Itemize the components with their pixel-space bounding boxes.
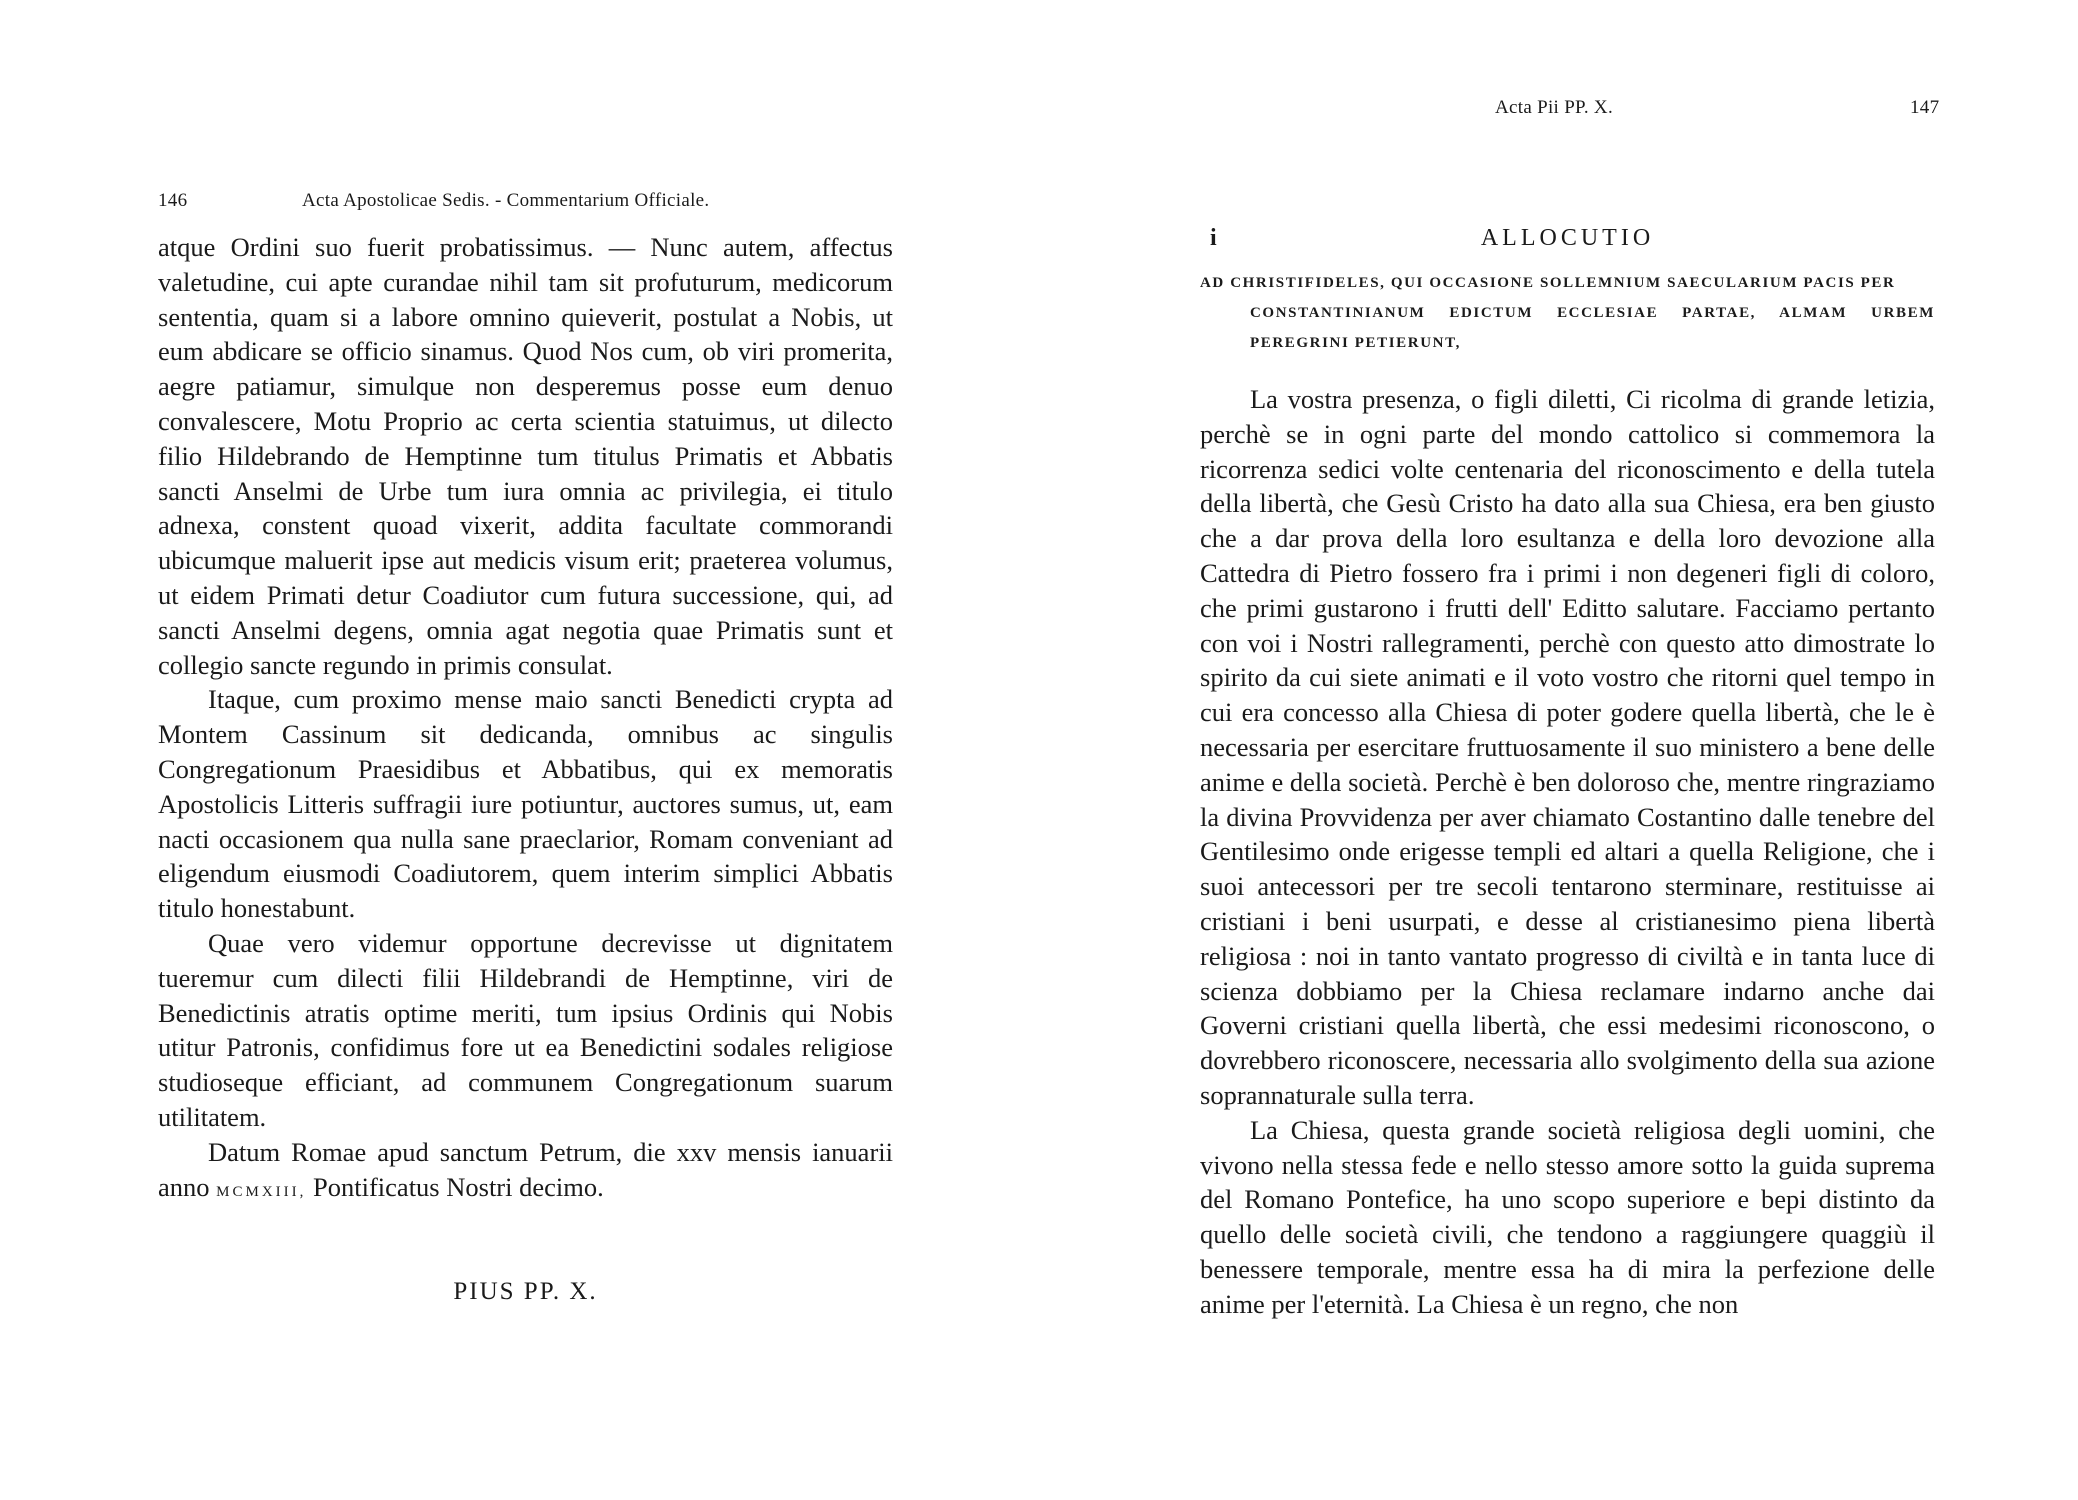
paragraph: Quae vero videmur opportune decrevisse ut dignitatem tueremur cum dilecti filii Hildebrandi de Hemptinne, viri de Benedictinis atratis optime meriti, tum ipsius Ordinis qui Nobis utitur Patronis, confidimus fore ut ea Benedictini sodales religiose studioseque efficiant, ad communem Congregationum suarum utilitatem. [158, 927, 893, 1132]
dating-text-end: Pontificatus Nostri decimo. [306, 1171, 604, 1202]
left-page-body [158, 230, 893, 1209]
paragraph: atque Ordini suo fuerit probatissimus. — Nunc autem, affectus valetudine, cui apte curandae nihil tam sit profuturum, medicorum sententia, quam si a labore omnino quieverit, postulat a Nobis, ut eum abdicare se officio sinamus. Quod Nos cum, ob viri promerita, aegre patiamur, simulque non desperemus posse eum denuo convalescere, Motu Proprio ac certa scientia statuimus, ut dilecto filio Hildebrando de Hemptinne tum titulus Primatis et Abbatis sancti Anselmi de Urbe tum iura omnia ac privilegia, ei titulo adnexa, constent quoad vixerit, addita facultate commorandi ubicumque maluerit ipse aut medicis visum erit; praeterea volumus, ut eidem Primati detur Coadiutor cum futura successione, qui, ad sancti Anselmi degens, omnia agat negotia quae Primatis sunt et collegio sancte regundo in primis consulat. [158, 232, 893, 680]
dating-year: MCMXIII, [216, 1183, 307, 1200]
subtitle-continuation: CONSTANTINIANUM EDICTUM ECCLESIAE PARTAE, ALMAM URBEM PEREGRINI PETIERUNT, [1250, 305, 1935, 351]
page-number-right: 147 [1910, 97, 1940, 118]
margin-mark: i [1210, 225, 1217, 251]
dating-clause [158, 1135, 893, 1210]
subtitle-line: AD CHRISTIFIDELES, QUI OCCASIONE SOLLEMNIUM SAECULARIUM PACIS PER [1200, 275, 1896, 291]
signature: PIUS PP. X. [453, 1278, 598, 1305]
paragraph: La vostra presenza, o figli diletti, Ci ricolma di grande letizia, perchè se in ogni parte del mondo cattolico si commemora la ricorrenza sedici volte centenaria del riconoscimento e della tutela della libertà, che Gesù Cristo ha dato alla sua Chiesa, era ben giusto che a dar prova della loro esultanza e della loro devozione alla Cattedra di Pietro fossero fra i primi i non degeneri figli di coloro, che primi gustarono i frutti dell' Editto salutare. Facciamo pertanto con voi i Nostri rallegramenti, perchè con questo atto dimostrate lo spirito da cui siete animati e il voto vostro che ritorni quel tempo in cui era concesso alla Chiesa di poter godere quella libertà, che le è necessaria per esercitare fruttuosamente il suo ministero a bene delle anime e della società. Perchè è ben doloroso che, mentre ringraziamo la divina Provvidenza per aver chiamato Costantino dalle tenebre del Gentilesimo onde erigesse templi ed altari a quella Religione, che i suoi antecessori per tre secoli tentarono sterminare, restituisse ai cristiani i beni usurpati, e desse al cristianesimo piena libertà religiosa : noi in tanto vantato progresso di civiltà e in tanta luce di scienza dobbiamo per la Chiesa reclamare indarno anche dai Governi cristiani quella libertà, che essi medesimi riconoscono, o dovrebbero riconoscere, necessaria allo svolgimento della sua azione soprannaturale sulla terra. [1200, 384, 1935, 1110]
running-head-left: Acta Apostolicae Sedis. - Commentarium Officiale. [302, 190, 710, 211]
section-subtitle [1200, 268, 1935, 358]
paragraph: Itaque, cum proximo mense maio sancti Benedicti crypta ad Montem Cassinum sit dedicanda, omnibus ac singulis Congregationum Praesidibus et Abbatibus, qui ex memoratis Apostolicis Litteris suffragii iure potiuntur, auctores sumus, ut, eam nacti occasionem qua nulla sane praeclarior, Romam conveniant ad eligendum eiusmodi Coadiutorem, quem interim simplici Abbatis titulo honestabunt. [158, 684, 893, 924]
right-page-body [1200, 382, 1935, 1322]
running-head-right: Acta Pii PP. X. [1495, 97, 1613, 118]
section-title: ALLOCUTIO [1480, 225, 1655, 251]
page-number-left: 146 [158, 190, 188, 211]
dating-text: Datum Romae apud sanctum Petrum, die xxv mensis ianuarii anno [158, 1136, 893, 1202]
paragraph: La Chiesa, questa grande società religiosa degli uomini, che vivono nella stessa fede e nello stesso amore sotto la guida suprema del Romano Pontefice, ha uno scopo superiore e bepi distinto da quello delle società civili, che tendono a raggiungere quaggiù il benessere temporale, mentre essa ha di mira la perfezione delle anime per l'eternità. La Chiesa è un regno, che non [1200, 1114, 1935, 1319]
